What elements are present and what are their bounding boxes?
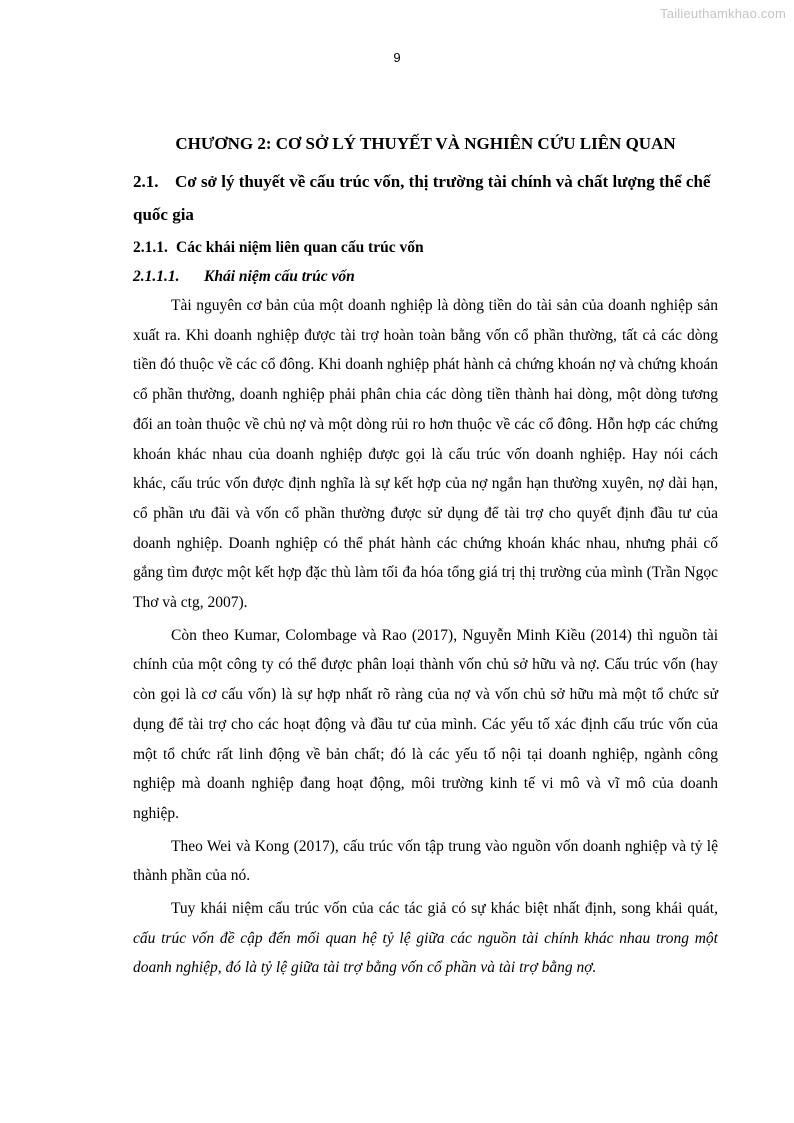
subsubsection-heading bbox=[133, 262, 718, 291]
chapter-title: CHƯƠNG 2: CƠ SỞ LÝ THUYẾT VÀ NGHIÊN CỨU LIÊN QUAN bbox=[175, 134, 676, 153]
subsubsection-number: 2.1.1.1. bbox=[133, 268, 180, 285]
subsubsection-title: Khái niệm cấu trúc vốn bbox=[204, 268, 355, 285]
section-title: Cơ sở lý thuyết về cấu trúc vốn, thị trường tài chính và chất lượng thể chế quốc gia bbox=[133, 172, 711, 224]
subsection-title: Các khái niệm liên quan cấu trúc vốn bbox=[176, 239, 424, 256]
section-number: 2.1. bbox=[133, 172, 159, 191]
document-body bbox=[133, 131, 718, 986]
subsection-number: 2.1.1. bbox=[133, 239, 168, 256]
paragraph-1: Tài nguyên cơ bản của một doanh nghiệp là dòng tiền do tài sản của doanh nghiệp sản xuất ra. Khi doanh nghiệp được tài trợ hoàn toàn bằng vốn cổ phần thường, tất cả các dòng tiền đó thuộc về các cổ đông. Khi doanh nghiệp phát hành cả chứng khoán nợ và chứng khoán cổ phần thường, doanh nghiệp phải phân chia các dòng tiền thành hai dòng, một dòng tương đối an toàn thuộc về chủ nợ và một dòng rủi ro hơn thuộc về các cổ đông. Hỗn hợp các chứng khoán khác nhau của doanh nghiệp được gọi là cấu trúc vốn doanh nghiệp. Hay nói cách khác, cấu trúc vốn được định nghĩa là sự kết hợp của nợ ngắn hạn thường xuyên, nợ dài hạn, cổ phần ưu đãi và vốn cổ phần thường được sử dụng để tài trợ cho quyết định đầu tư của doanh nghiệp. Doanh nghiệp có thể phát hành các chứng khoán khác nhau, nhưng phải cố gắng tìm được một kết hợp đặc thù làm tối đa hóa tổng giá trị thị trường của mình (Trần Ngọc Thơ và ctg, 2007). bbox=[133, 297, 718, 612]
subsection-heading bbox=[133, 233, 718, 262]
watermark: Tailieuthamkhao.com bbox=[660, 6, 786, 21]
paragraph-4-lead: Tuy khái niệm cấu trúc vốn của các tác giả có sự khác biệt nhất định, song khái quát, bbox=[171, 900, 718, 918]
page-number: 9 bbox=[393, 50, 401, 65]
paragraph-4-definition: cấu trúc vốn đề cập đến mối quan hệ tỷ lệ giữa các nguồn tài chính khác nhau trong một doanh nghiệp, đó là tỷ lệ giữa tài trợ bằng vốn cổ phần và tài trợ bằng nợ. bbox=[133, 929, 718, 977]
section-heading bbox=[133, 165, 718, 231]
paragraph-4 bbox=[133, 894, 718, 983]
paragraph-3: Theo Wei và Kong (2017), cấu trúc vốn tập trung vào nguồn vốn doanh nghiệp và tỷ lệ thành phần của nó. bbox=[133, 837, 718, 885]
paragraph-2: Còn theo Kumar, Colombage và Rao (2017), Nguyễn Minh Kiều (2014) thì nguồn tài chính của một công ty có thể được phân loại thành vốn chủ sở hữu và nợ. Cấu trúc vốn (hay còn gọi là cơ cấu vốn) là sự hợp nhất rõ ràng của nợ và vốn chủ sở hữu mà một tổ chức sử dụng để tài trợ cho các hoạt động và đầu tư của mình. Các yếu tố xác định cấu trúc vốn của một tổ chức rất linh động về bản chất; đó là các yếu tố nội tại doanh nghiệp, ngành công nghiệp mà doanh nghiệp đang hoạt động, môi trường kinh tế vi mô và vĩ mô của doanh nghiệp. bbox=[133, 626, 718, 822]
